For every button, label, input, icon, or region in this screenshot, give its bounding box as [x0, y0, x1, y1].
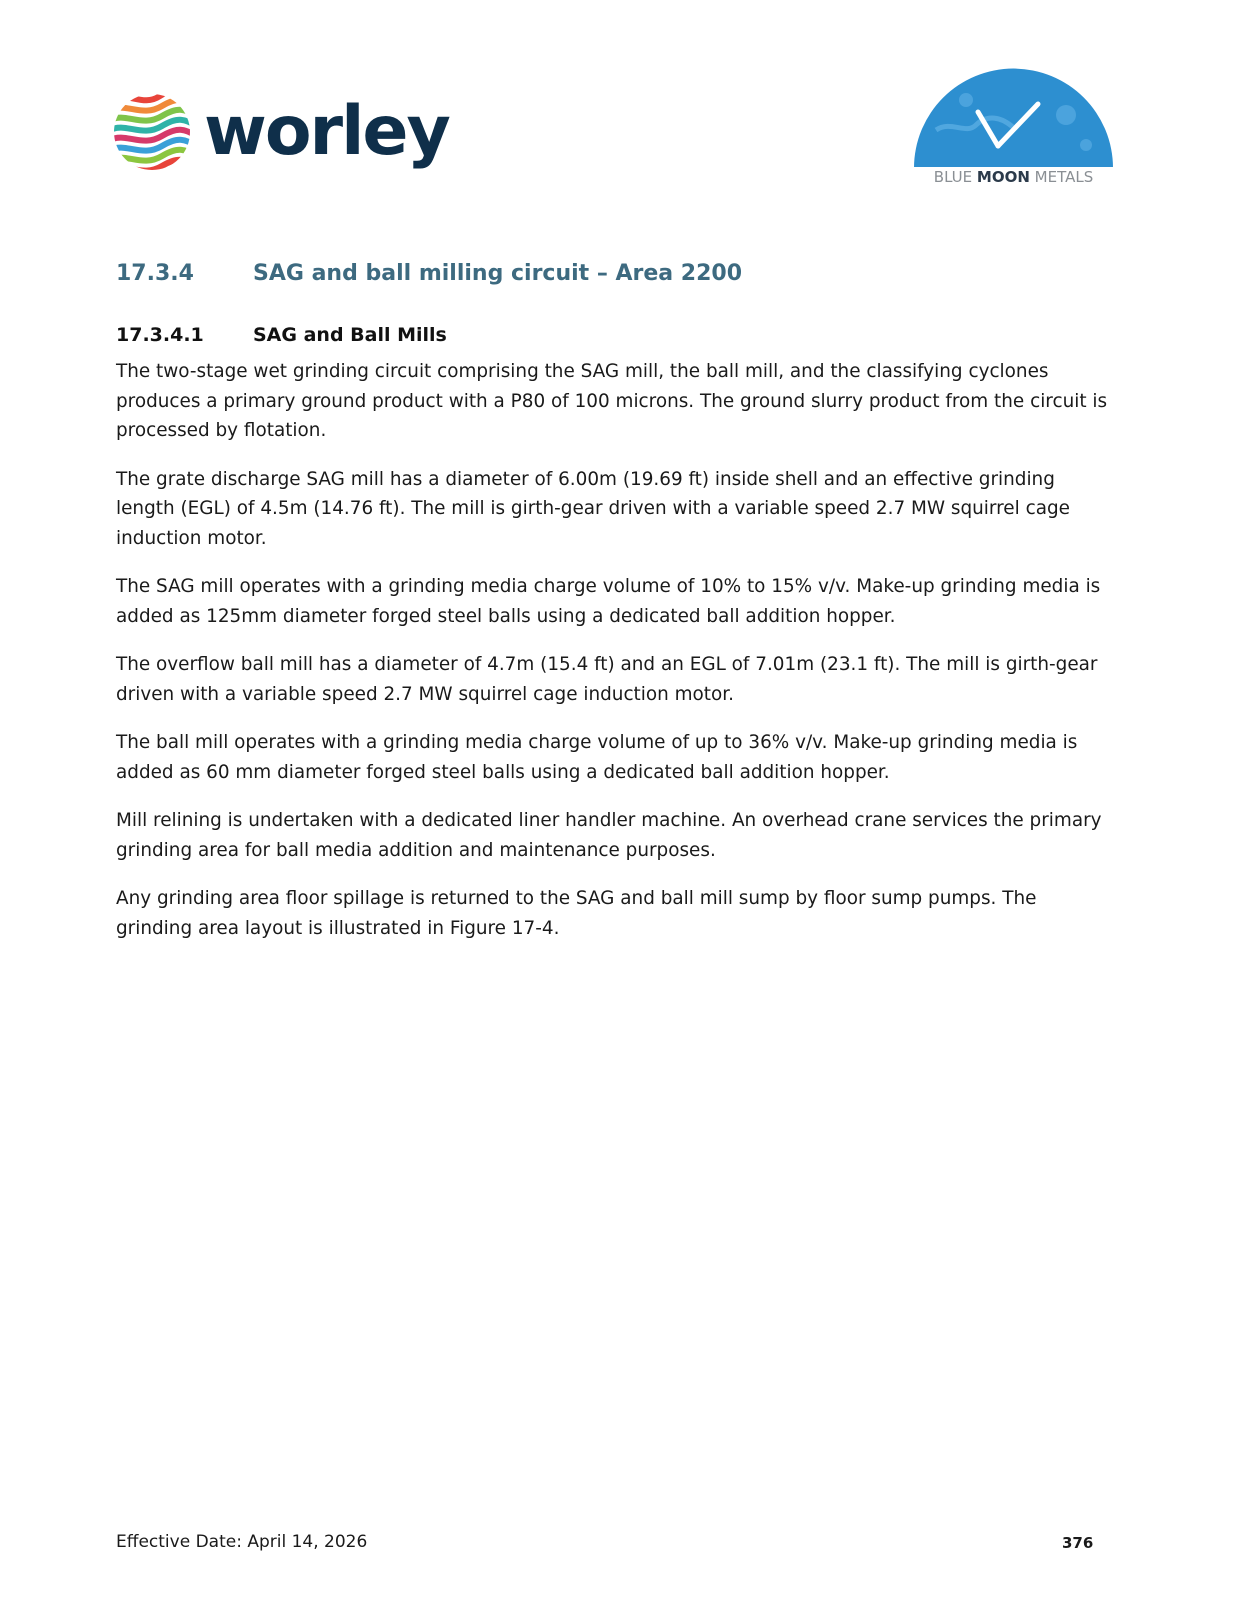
subsection-heading — [116, 324, 447, 346]
paragraph: The two-stage wet grinding circuit comprising the SAG mill, the ball mill, and the classifying cyclones produces a primary ground product with a P80 of 100 microns. The ground slurry product from the circuit is processed by flotation. — [116, 361, 1108, 441]
moon-icon — [906, 60, 1121, 172]
worley-logo — [112, 86, 457, 178]
paragraph: The grate discharge SAG mill has a diameter of 6.00m (19.69 ft) inside shell and an effective grinding length (EGL) of 4.5m (14.76 ft). The mill is girth-gear driven with a variable speed 2.7 MW squirrel cage induction motor. — [116, 468, 1070, 549]
paragraph: Any grinding area floor spillage is returned to the SAG and ball mill sump by floor sump pumps. The grinding area layout is illustrated in Figure 17-4. — [116, 888, 1037, 939]
footer-page-number: 376 — [1062, 1534, 1094, 1552]
subsection-title: SAG and Ball Mills — [253, 324, 447, 346]
body-text — [116, 357, 1116, 962]
section-number: 17.3.4 — [116, 261, 194, 286]
blue-moon-metals-wordmark: BLUE MOON METALS — [933, 168, 1094, 186]
blue-moon-metals-logo — [906, 60, 1121, 195]
worley-wordmark: worley — [204, 92, 449, 171]
footer-effective-date: Effective Date: April 14, 2026 — [116, 1532, 368, 1552]
section-title: SAG and ball milling circuit – Area 2200 — [253, 261, 743, 286]
section-heading — [116, 261, 742, 286]
paragraph: Mill relining is undertaken with a dedicated liner handler machine. An overhead crane services the primary grinding area for ball media addition and maintenance purposes. — [116, 810, 1102, 861]
subsection-number: 17.3.4.1 — [116, 324, 204, 346]
paragraph: The ball mill operates with a grinding media charge volume of up to 36% v/v. Make-up grinding media is added as 60 mm diameter forged steel balls using a dedicated ball addition hopper. — [116, 732, 1078, 783]
worley-globe-icon — [112, 86, 192, 178]
paragraph: The overflow ball mill has a diameter of 4.7m (15.4 ft) and an EGL of 7.01m (23.1 ft). The mill is girth-gear driven with a variable speed 2.7 MW squirrel cage induction motor. — [116, 654, 1098, 705]
paragraph: The SAG mill operates with a grinding media charge volume of 10% to 15% v/v. Make-up grinding media is added as 125mm diameter forged steel balls using a dedicated ball addition hopper. — [116, 576, 1101, 627]
